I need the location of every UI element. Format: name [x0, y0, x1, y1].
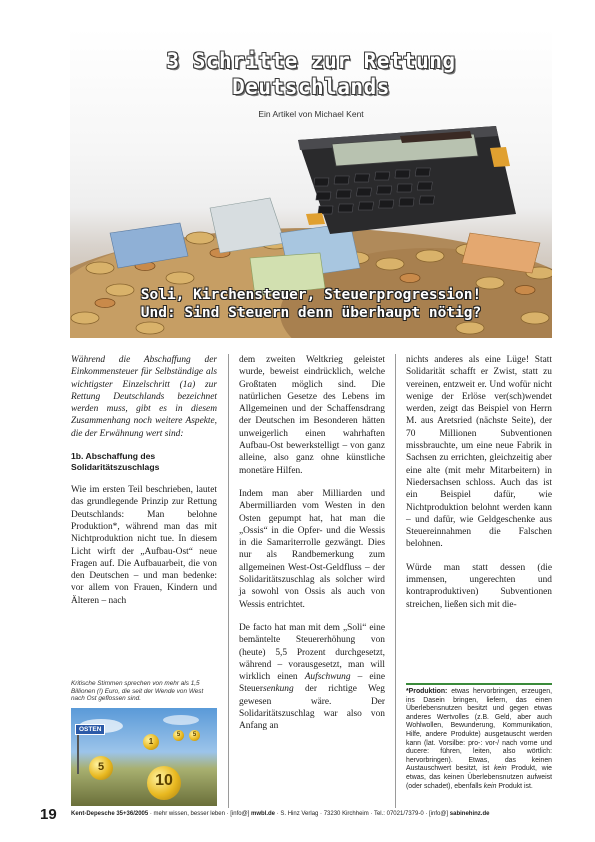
text-column-1	[71, 354, 217, 618]
page-number: 19	[40, 806, 57, 823]
article-title-line-2: Deutschlands	[232, 75, 390, 99]
direction-sign: OSTEN	[75, 724, 105, 735]
article-subtitle	[70, 286, 552, 322]
publication-name: Kent-Depesche 35+36/2005	[71, 811, 149, 817]
section-heading-line-2: Solidaritätszuschlags	[71, 462, 160, 473]
figure-caption: Kritische Stimmen sprechen von mehr als 1,5 Billionen (!) Euro, die seit der Wende von West nach Ost geflossen sind.	[71, 680, 204, 702]
coins-road-sign-image	[71, 708, 217, 806]
coin: 1	[143, 734, 159, 750]
text-column-2	[239, 354, 385, 744]
body-paragraph: Wie im ersten Teil beschrieben, lautet das grundlegende Prinzip zur Rettung Deutschlands: Man belohne Produktion*, während man das mit Nichtproduktion nicht tue. In diesem Licht wirft der „Aufbau-Ost“ neue Fragen auf. Die Aufbauarbeit, die von den Deutschen – und man bedenke: vor allem von Frauen, Kindern und Älteren – nach	[71, 485, 217, 606]
article-subtitle-line-2: Und: Sind Steuern denn überhaupt nötig?	[140, 305, 482, 321]
coin: 5	[189, 730, 200, 741]
section-heading-line-1: 1b. Abschaffung des	[71, 451, 156, 462]
footnote-label: *Produktion:	[406, 688, 448, 695]
calculator	[298, 126, 516, 234]
body-paragraph: Indem man aber Milliarden und Abermilliarden vom Westen in den Osten gepumpt hat, hat man die „Ossis“ in die Opfer- und die Wessis in die Samariterrolle gezwängt. Dies nur als Randbemerkung zum allgemeinen West-Ost-Geldfluss – der Solidaritätszuschlag als solcher wird ja sowohl von Ossis als auch von Wessis entrichtet.	[239, 488, 385, 610]
column-divider	[395, 354, 396, 808]
article-subtitle-line-1: Soli, Kirchensteuer, Steuerprogression!	[140, 287, 482, 303]
intro-paragraph: Während die Abschaffung der Einkommensteuer für Selbständige als wichtigster Einzelschritt (1a) zur Rettung Deutschlands bezeichnet werden muss, gibt es in diesem Zusammenhang noch weitere Aspekte, die der Erwähnung wert sind:	[71, 355, 217, 439]
figure-with-caption	[71, 680, 217, 789]
article-byline: Ein Artikel von Michael Kent	[258, 109, 364, 119]
footnote: *Produktion: etwas hervorbringen, erzeugen, ins Dasein bringen, liefern, das einen Überlebensnutzen besitzt und gegen etwas anderes Wertvolles (z.B. Geld, aber auch Wohlwollen, Bewunderung, Kommunikation, Hilfe, andere Produkte) ausgetauscht werden kann (lat. Vorsilbe: pro-: vor-/ nach vorne und ducere: führen, leiten, also wörtlich: hervorbringen). Etwas, das keinen Austauschwert besitzt, ist kein Produkt, wie etwas, das keinen Überlebensnutzen aufweist (oder schadet), ebenfalls kein Produkt ist.	[406, 688, 552, 790]
body-paragraph: De facto hat man mit dem „Soli“ eine bemäntelte Steuererhöhung von (heute) 5,5 Prozent durchgesetzt, während – vorausgesetzt, man will wirklich einen Aufschwung – eine Steuersenkung der richtige Weg gewesen wäre. Der Solidaritätszuschlag war also von Anfang an	[239, 622, 385, 732]
coin: 10	[147, 766, 181, 800]
footer-link-sabinehinz[interactable]: sabinehinz.de	[449, 811, 490, 817]
coin: 5	[89, 756, 113, 780]
body-paragraph: Würde man statt dessen (die immensen, ungerechten und kontraproduktiven) Subventionen streichen, ließen sich mit die-	[406, 562, 552, 610]
footnote-rule	[406, 683, 552, 685]
section-heading	[71, 451, 217, 473]
article-title-line-1: 3 Schritte zur Rettung	[166, 49, 456, 73]
footer-link-mwbl[interactable]: mwbl.de	[251, 811, 276, 817]
column-divider	[228, 354, 229, 808]
body-paragraph: nichts anderes als eine Lüge! Statt Solidarität schafft er Zwist, statt zu vereinen, entzweit er. Und wofür nicht wenige der Erlöse ver(sch)wendet werden, zeigt das Beispiel von Herrn M. aus Aretsried (nächste Seite), der 70 Millionen Subventionen missbrauchte, um eine neue Fabrik in Sachsen zu errichten, gleichzeitig aber eine alte (mit mehr Mitarbeitern) in Niedersachsen schloss. Auch das ist ein Beispiel dafür, wie Nichtproduktion belohnt werden kann – und dafür, wie Geldgeschenke aus Steuereinnahmen die Falschen belohnen.	[406, 355, 552, 550]
article-title	[70, 48, 552, 100]
page-footer: Kent-Depesche 35+36/2005 · mehr wissen, besser leben · [info@] mwbl.de · S. Hinz Verlag · 73230 Kirchheim · Tel.: 07021/7379-0 · [info@] sabinehinz.de	[71, 811, 490, 817]
hero-image	[70, 28, 552, 338]
body-paragraph: dem zweiten Weltkrieg geleistet wurde, beweist eindrücklich, welche Großtaten möglich sind. Die natürlichen Gesetze des Lebens im Allgemeinen und der Schaffensdrang der Deutschen im Besonderen hätten unweigerlich einen wahrhaften Aufbau-Ost bewerkstelligt – von ganz alleine, also ganz ohne künstliche monetäre Hilfen.	[239, 355, 385, 476]
coin: 5	[173, 730, 184, 741]
text-column-3	[406, 354, 552, 622]
